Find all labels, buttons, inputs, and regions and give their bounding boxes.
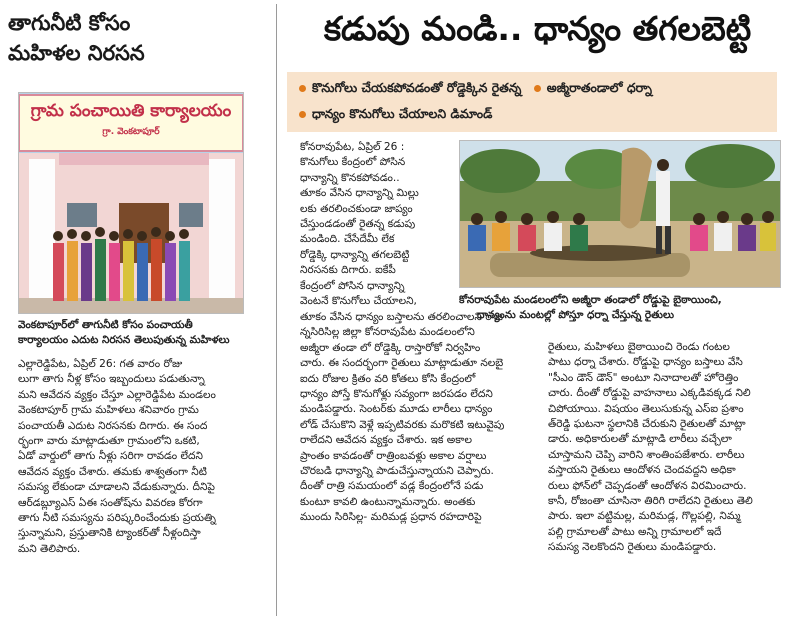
text-line: ఏడో వార్డులో తాగు నీళ్లు సరిగా రావడం లేదని xyxy=(18,450,203,463)
farmers-protest-photo xyxy=(460,141,780,287)
bullet-icon xyxy=(299,85,306,92)
subhead-row-1 xyxy=(297,80,652,99)
left-photo-caption xyxy=(18,318,268,348)
text-line: పారు. ఇలా వట్టిమల్ల, మరిమడ్ల, గొల్లపల్లి, నిమ్మ xyxy=(548,510,741,523)
text-line: స్తున్నామని, ప్రస్తుతానికి ట్యాంకర్‌తో నీళ్లందిస్తా xyxy=(18,527,201,540)
text-line: సమస్య నెలకొందని రైతులు మండిపడ్డారు. xyxy=(548,541,717,554)
text-line: రాలేదని ఆవేదన వ్యక్తం చేశారు. ఇక అకాల xyxy=(300,434,472,447)
panchayat-office-photo xyxy=(19,93,243,313)
left-article-body xyxy=(18,357,268,557)
subhead-3: ధాన్యం కొనుగోలు చేయాలని డిమాండ్ xyxy=(312,106,493,121)
text-line: మని తెలిపారు. xyxy=(18,542,81,555)
text-line: పాటు ధర్నా చేశారు. రోడ్డుపై ధాన్యం బస్తాలు వేసి xyxy=(548,356,743,369)
text-line: ఎల్లారెడ్డిపేట, ఏప్రిల్ 26: గత వారం రోజు xyxy=(18,358,183,370)
bullet-icon xyxy=(299,111,306,118)
text-line: "సీఎం డౌన్ డౌన్" అంటూ నినాదాలతో హోరెత్తిం xyxy=(548,371,739,384)
text-line: కుంటూ కావలి ఉంటున్నామన్నారు. అంతకు xyxy=(300,495,476,508)
text-line: తాగు నీటి సమస్యను పరిష్కరించేందుకు ప్రయత్ని xyxy=(18,512,216,525)
main-article-photo xyxy=(459,140,781,288)
text-line: కేంద్రంలో పోసిన ధాన్యాన్ని xyxy=(300,279,405,292)
text-line: ఆవేదన వ్యక్తం చేశారు. తమకు శాశ్వతంగా నీటి xyxy=(18,465,207,478)
main-photo-caption xyxy=(459,293,789,323)
text-line: ఐదు రోజుల క్రితం వరి కోతలు కోసి కేంద్రంలో xyxy=(300,372,476,385)
bullet-icon xyxy=(534,85,541,92)
text-line: పల్లి గ్రామాలతో పాటు అన్ని గ్రామాలలో ఇదే xyxy=(548,525,722,538)
main-article-column1-wide xyxy=(300,310,538,526)
text-line: న్నసిరిసిల్ల జిల్లా కోనరావుపేట మండలంలోని xyxy=(300,326,475,339)
text-line: ఆర్‌డబ్ల్యూఎస్ ఏఈ సంతోష్‌ను వివరణ కోరగా xyxy=(18,496,203,509)
text-line: చారు. ఈ సందర్భంగా రైతులు మాట్లాడుతూ నలబై xyxy=(300,357,504,370)
text-line: ప్రాంతం కావడంతో రాత్రింబవళ్లు అకాల వర్షాలు xyxy=(300,449,487,462)
text-line: రోడ్డెక్కి ధాన్యాన్ని తగలబెట్టి xyxy=(300,248,410,261)
text-line: లోడ్ చేసుకొని వెళ్లే ఇప్పటివరకు మరొకటి ఇటువైపు xyxy=(300,418,505,431)
left-article-headline xyxy=(8,8,270,68)
text-line: ధాన్యాన్ని కొనకపోవడం.. xyxy=(300,171,400,184)
text-line: చూస్తామని చెప్పి వారిని శాంతింపజేశారు. లారీలు xyxy=(548,448,745,461)
text-line: కోనరావుపేట, ఏప్రిల్ 26 : xyxy=(300,141,405,153)
text-line: సమస్య లేకుండా చూడాలని వేడుకున్నారు. దీనిపై xyxy=(18,481,215,494)
text-line: చారు. దీంతో రోడ్డుపై వాహనాలు ఎక్కడివక్కడ నిలి xyxy=(548,387,751,400)
text-line: మండింది. చేసేదేమీ లేక xyxy=(300,233,395,246)
text-line: ర్భంగా వారు మాట్లాడుతూ గ్రామంలోని ఒకటి, xyxy=(18,435,200,448)
office-sign-subtext: గ్రా. వెంకటాపూర్ xyxy=(102,127,160,137)
text-line: డారు. అధికారులతో మాట్లాడి లారీలు వచ్చేలా xyxy=(548,433,732,446)
left-headline-line1: తాగునీటి కోసం xyxy=(8,11,131,35)
text-line: కొనుగోలు కేంద్రంలో పోసిన xyxy=(300,156,406,169)
text-line: తూకం వేసిన ధాన్యం బస్తాలను తరలించాలని రాజ xyxy=(300,311,503,323)
main-article-column1-narrow xyxy=(300,140,455,309)
text-line: తూకం వేసిన ధాన్యాన్ని మిల్లు xyxy=(300,187,419,200)
text-line: వస్తాయని రైతులు ఆందోళన చెందవద్దని అధికా xyxy=(548,464,736,477)
office-sign-text: గ్రామ పంచాయితి కార్యాలయం xyxy=(30,101,232,121)
left-article-photo xyxy=(18,92,244,314)
text-line: నిరసనకు దిగారు. ఐకేపీ xyxy=(300,264,396,277)
main-article-column2 xyxy=(548,340,788,556)
text-line: మండిపడ్డారు. సెంటర్‌కు మూడు లారీలు ధాన్యం xyxy=(300,403,493,416)
text-line: త్‌రెడ్డి ఘటనా స్థలానికి చేరుకుని రైతులతో మాట్లా xyxy=(548,418,746,431)
text-line: కానీ, రోజంతా చూసినా తిరిగి రాలేదని రైతులు తెలి xyxy=(548,495,753,508)
subhead-2: అజ్మీరాతండాలో ధర్నా xyxy=(546,80,652,95)
text-line: పంచాయతీ ఎదుట నిరసనకు దిగారు. ఈ సంద xyxy=(18,419,208,432)
text-line: చొరబడి ధాన్యాన్ని పాడుచేస్తున్నాయని చెప్పారు. xyxy=(300,465,494,478)
text-line: చేస్తుండడంతో రైతన్న కడుపు xyxy=(300,218,416,231)
text-line: మని ఆవేదన వ్యక్తం చేస్తూ ఎల్లారెడ్డిపేట మండలం xyxy=(18,388,216,401)
subhead-row-2 xyxy=(297,106,492,125)
left-caption-line2: కార్యాలయం ఎదుట నిరసన తెలుపుతున్న మహిళలు xyxy=(18,334,230,346)
text-line: లుగా తాగు నీళ్ల కోసం ఇబ్బందులు పడుతున్నా xyxy=(18,373,205,386)
main-caption-line1: కోనరావుపేట మండలంలోని అజ్మీరా తండాలో రోడ్డుపై బైఠాయించి, xyxy=(459,294,722,306)
subheads-panel xyxy=(287,72,777,132)
main-caption-line2: ధాన్యంను మంటల్లో పోస్తూ ధర్నా చేస్తున్న రైతులు xyxy=(477,309,675,321)
text-line: వెంకటాపూర్ గ్రామ మహిళలు శనివారం గ్రామ xyxy=(18,404,199,417)
text-line: రైతులు, మహిళలు బైఠాయించి రెండు గంటల xyxy=(548,341,730,353)
text-line: లకు తరలించకుండా జాప్యం xyxy=(300,202,413,215)
column-divider xyxy=(276,4,277,616)
text-line: వెంటనే కొనుగోలు చేయాలని, xyxy=(300,295,417,308)
text-line: ముందు సిరిసిల్ల- మరిమడ్ల ప్రధాన రహదారిపై xyxy=(300,511,482,524)
left-headline-line2: మహిళల నిరసన xyxy=(8,41,145,65)
subhead-1: కొనుగోలు చేయకపోవడంతో రోడ్డెక్కిన రైతన్న xyxy=(312,80,522,95)
text-line: ధాన్యం పోస్తే కొనుగోళ్లు సవ్యంగా జరపడం లేదని xyxy=(300,388,493,401)
text-line: అజ్మీరా తండా లో రోడ్డెక్కి రాస్తారోకో నిర్వహిం xyxy=(300,341,481,354)
text-line: దీంతో రాత్రి సమయంలో వడ్ల కేంద్రంలోనే పడు xyxy=(300,480,484,493)
text-line: రులు ఫోన్‌లో చెప్పడంతో ఆందోళన విరమించారు. xyxy=(548,479,747,492)
text-line: చిపోయాయి. విషయం తెలుసుకున్న ఎస్ఐ ప్రశాం xyxy=(548,402,744,415)
main-article-headline: కడుపు మండి.. ధాన్యం తగలబెట్టి xyxy=(323,8,752,48)
left-caption-line1: వెంకటాపూర్‌లో తాగునీటి కోసం పంచాయతీ xyxy=(18,319,193,331)
